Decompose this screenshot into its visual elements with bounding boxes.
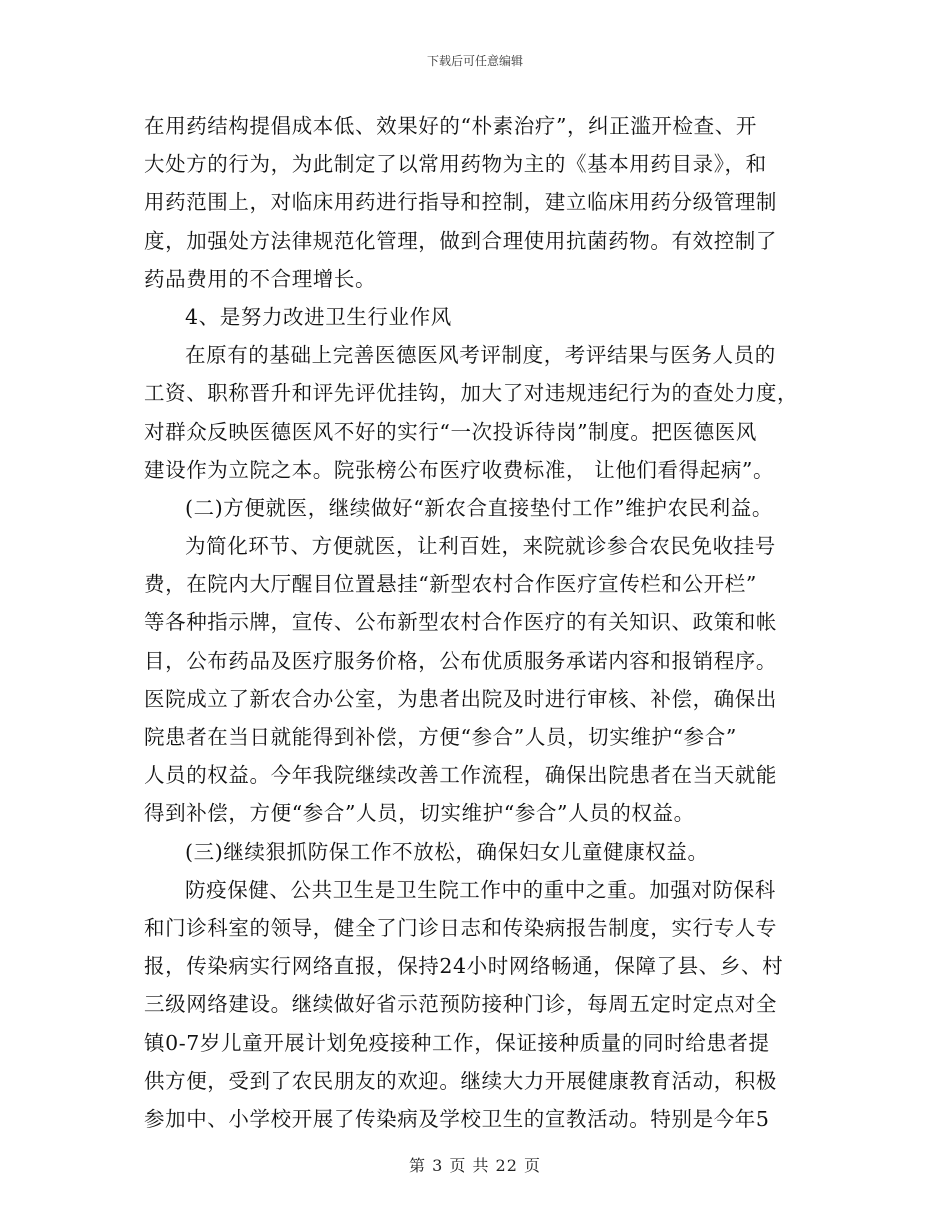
text-line: 院患者在当日就能得到补偿，方便“参合”人员，切实维护“参合” bbox=[144, 725, 737, 749]
text-line: 和门诊科室的领导，健全了门诊日志和传染病报告制度，实行专人专 bbox=[144, 915, 777, 940]
text-line: 防疫保健、公共卫生是卫生院工作中的重中之重。加强对防保科 bbox=[185, 877, 776, 902]
text-line: 度，加强处方法律规范化管理，做到合理使用抗菌药物。有效控制了 bbox=[144, 228, 777, 253]
text-line: 供方便，受到了农民朋友的欢迎。继续大力开展健康教育活动，积极 bbox=[144, 1068, 777, 1093]
text-line: 在用药结构提倡成本低、效果好的“朴素治疗”，纠正滥开检查、开 bbox=[144, 114, 757, 138]
section-heading: (三)继续狠抓防保工作不放松，确保妇女儿童健康权益。 bbox=[185, 839, 709, 864]
page-number-footer: 第 3 页 共 22 页 bbox=[409, 1156, 541, 1175]
page-header: 下载后可任意编辑 bbox=[426, 54, 523, 68]
text-line: 得到补偿，方便“参合”人员，切实维护“参合”人员的权益。 bbox=[144, 801, 695, 826]
section-heading: (二)方便就医，继续做好“新农合直接垫付工作”维护农民利益。 bbox=[185, 495, 773, 520]
text-line: 药品费用的不合理增长。 bbox=[144, 266, 377, 291]
text-line: 大处方的行为，为此制定了以常用药物为主的《基本用药目录》，和 bbox=[144, 152, 767, 177]
text-line: 医院成立了新农合办公室，为患者出院及时进行审核、补偿，确保出 bbox=[144, 686, 777, 711]
text-line: 对群众反映医德医风不好的实行“一次投诉待岗”制度。把医德医风 bbox=[144, 419, 757, 444]
section-heading: 4、是努力改进卫生行业作风 bbox=[185, 304, 452, 329]
text-line: 费，在院内大厅醒目位置悬挂“新型农村合作医疗宣传栏和公开栏” bbox=[144, 572, 757, 597]
text-line: 报，传染病实行网络直报，保持24小时网络畅通，保障了县、乡、村 bbox=[144, 954, 784, 979]
text-line: 参加中、小学校开展了传染病及学校卫生的宣教活动。特别是今年5 bbox=[144, 1106, 770, 1131]
text-line: 在原有的基础上完善医德医风考评制度，考评结果与医务人员的 bbox=[185, 343, 776, 368]
document-body bbox=[144, 107, 804, 1138]
text-line: 人员的权益。今年我院继续改善工作流程，确保出院患者在当天就能 bbox=[144, 763, 777, 788]
text-line: 用药范围上，对临床用药进行指导和控制，建立临床用药分级管理制 bbox=[144, 190, 777, 215]
text-line: 等各种指示牌，宣传、公布新型农村合作医疗的有关知识、政策和帐 bbox=[144, 610, 777, 635]
text-line: 建设作为立院之本。院张榜公布医疗收费标准， 让他们看得起病”。 bbox=[144, 457, 775, 482]
text-line: 镇0-7岁儿童开展计划免疫接种工作，保证接种质量的同时给患者提 bbox=[144, 1030, 770, 1055]
text-line: 目，公布药品及医疗服务价格，公布优质服务承诺内容和报销程序。 bbox=[144, 648, 777, 673]
text-line: 工资、职称晋升和评先评优挂钩，加大了对违规违纪行为的查处力度， bbox=[144, 381, 799, 406]
text-line: 为简化环节、方便就医，让利百姓，来院就诊参合农民免收挂号 bbox=[185, 534, 776, 559]
text-line: 三级网络建设。继续做好省示范预防接种门诊，每周五定时定点对全 bbox=[144, 992, 777, 1017]
